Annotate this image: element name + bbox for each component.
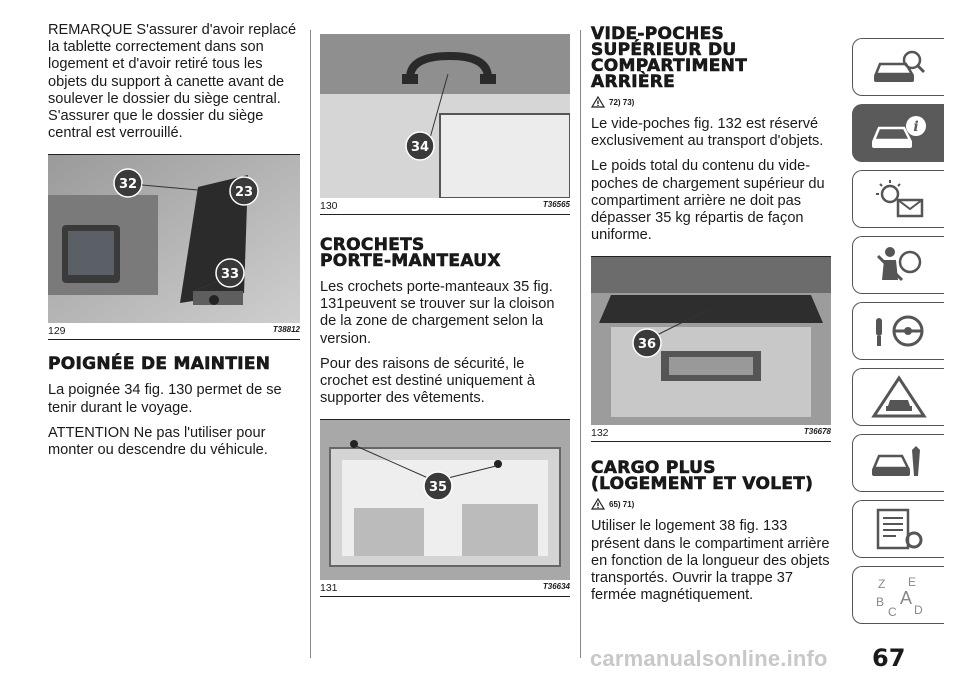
heading-line: COMPARTIMENT (591, 56, 748, 76)
tab-technical-specs[interactable] (852, 500, 944, 558)
heading-line: CROCHETS (320, 235, 425, 255)
section-heading-storage (591, 26, 831, 90)
warning-refs: 72) 73) (609, 97, 635, 107)
column-left (48, 22, 300, 467)
car-service-icon (868, 440, 930, 486)
column-divider (310, 30, 311, 658)
car-search-icon (868, 44, 930, 90)
figure-number: 129 (48, 325, 66, 338)
hooks-safety-paragraph: Pour des raisons de sécurité, le crochet est destiné uniquement à supporter des vêtements. (320, 355, 535, 407)
figure-code: T36565 (542, 200, 570, 209)
figure-130 (320, 34, 570, 215)
key-steering-icon (868, 308, 930, 354)
tab-safety[interactable] (852, 236, 944, 294)
specs-list-icon (868, 506, 930, 552)
figure-code: T36634 (542, 582, 570, 592)
figure-130-caption (320, 198, 570, 215)
tab-maintenance[interactable] (852, 434, 944, 492)
tab-car-info[interactable] (852, 104, 944, 162)
handle-warning: ATTENTION Ne pas l'utiliser pour monter ou descendre du véhicule. (48, 424, 268, 459)
tab-emergency[interactable] (852, 368, 944, 426)
figure-129 (48, 154, 300, 340)
heading-line: ARRIÈRE (591, 72, 676, 92)
column-middle (320, 34, 570, 597)
heading-line: SUPÉRIEUR DU (591, 40, 737, 60)
tab-dashboard-lights[interactable] (852, 170, 944, 228)
warning-refs: 65) 71) (609, 499, 635, 509)
hooks-paragraph: Les crochets porte-manteaux 35 fig. 131peuvent se trouver sur la cloison de la zone de chargement selon la version. (320, 279, 555, 347)
section-heading-cargo-plus (591, 458, 831, 495)
dashboard-light-icon (868, 176, 930, 222)
figure-code: T36678 (803, 427, 831, 437)
figure-number: 130 (320, 200, 338, 212)
figure-129-caption (48, 323, 300, 340)
index-letter: D (913, 603, 923, 617)
tab-index[interactable] (852, 566, 944, 624)
index-letter: E (907, 575, 916, 589)
chapter-tabs (852, 38, 944, 632)
alphabet-index-icon (868, 572, 930, 618)
figure-130-photo (320, 34, 570, 198)
storage-weight-paragraph: Le poids total du contenu du vide-poches de chargement supérieur du compartiment arrière ne doit pas dépasser 35 kg répartis de façon uniforme. (591, 158, 825, 244)
watermark: carmanualsonline.info (590, 646, 828, 671)
figure-132-caption (591, 425, 831, 442)
figure-number: 132 (591, 427, 609, 440)
section-heading-handle: POIGNÉE DE MAINTIEN (48, 354, 271, 375)
heading-line: PORTE-MANTEAUX (320, 251, 501, 271)
index-letter: B (875, 595, 884, 609)
tab-car-search[interactable] (852, 38, 944, 96)
heading-line: (LOGEMENT ET VOLET) (591, 474, 814, 495)
callout-23: 23 (234, 185, 254, 201)
heading-line: VIDE-POCHES (591, 24, 725, 44)
airbag-safety-icon (868, 242, 930, 288)
column-divider (580, 30, 581, 658)
warning-reference (591, 498, 831, 510)
figure-129-photo (48, 155, 300, 323)
intro-note: REMARQUE S'assurer d'avoir replacé la tablette correctement dans son logement et d'avoir retiré tous les objets du support à canette avant de soulever le dossier du siège central. S'assurer que le dossier du siège central est verrouillé. (48, 22, 297, 142)
tab-starting-driving[interactable] (852, 302, 944, 360)
warning-triangle-icon (591, 498, 605, 510)
figure-131-photo (320, 420, 570, 580)
column-right (591, 20, 831, 612)
warning-reference (591, 96, 831, 108)
heading-line: CARGO PLUS (591, 458, 716, 479)
figure-131 (320, 419, 570, 597)
callout-34: 34 (410, 140, 430, 155)
figure-132 (591, 256, 831, 442)
warning-triangle-icon (591, 96, 605, 108)
callout-35: 35 (428, 480, 448, 496)
storage-paragraph: Le vide-poches fig. 132 est réservé exclusivement au transport d'objets. (591, 116, 824, 150)
index-letter: C (887, 605, 897, 618)
svg-text:i: i (912, 119, 919, 135)
index-letter: A (899, 588, 912, 608)
callout-32: 32 (118, 177, 138, 193)
callout-36: 36 (637, 337, 657, 353)
handle-paragraph: La poignée 34 fig. 130 permet de se tenir durant le voyage. (48, 382, 282, 416)
warning-triangle-icon (868, 374, 930, 420)
cargo-plus-paragraph: Utiliser le logement 38 fig. 133 présent dans le compartiment arrière en fonction de la longueur des objets transportés. Ouvrir la trappe 37 fermée magnétiquement. (591, 518, 830, 604)
figure-code: T38812 (272, 325, 300, 335)
callout-33: 33 (220, 267, 240, 283)
section-heading-hooks (320, 237, 570, 269)
page-number: 67 (872, 644, 906, 672)
index-letter: Z (877, 577, 885, 591)
figure-131-caption (320, 580, 570, 597)
car-info-icon (868, 110, 930, 156)
figure-132-photo (591, 257, 831, 425)
figure-number: 131 (320, 582, 338, 595)
